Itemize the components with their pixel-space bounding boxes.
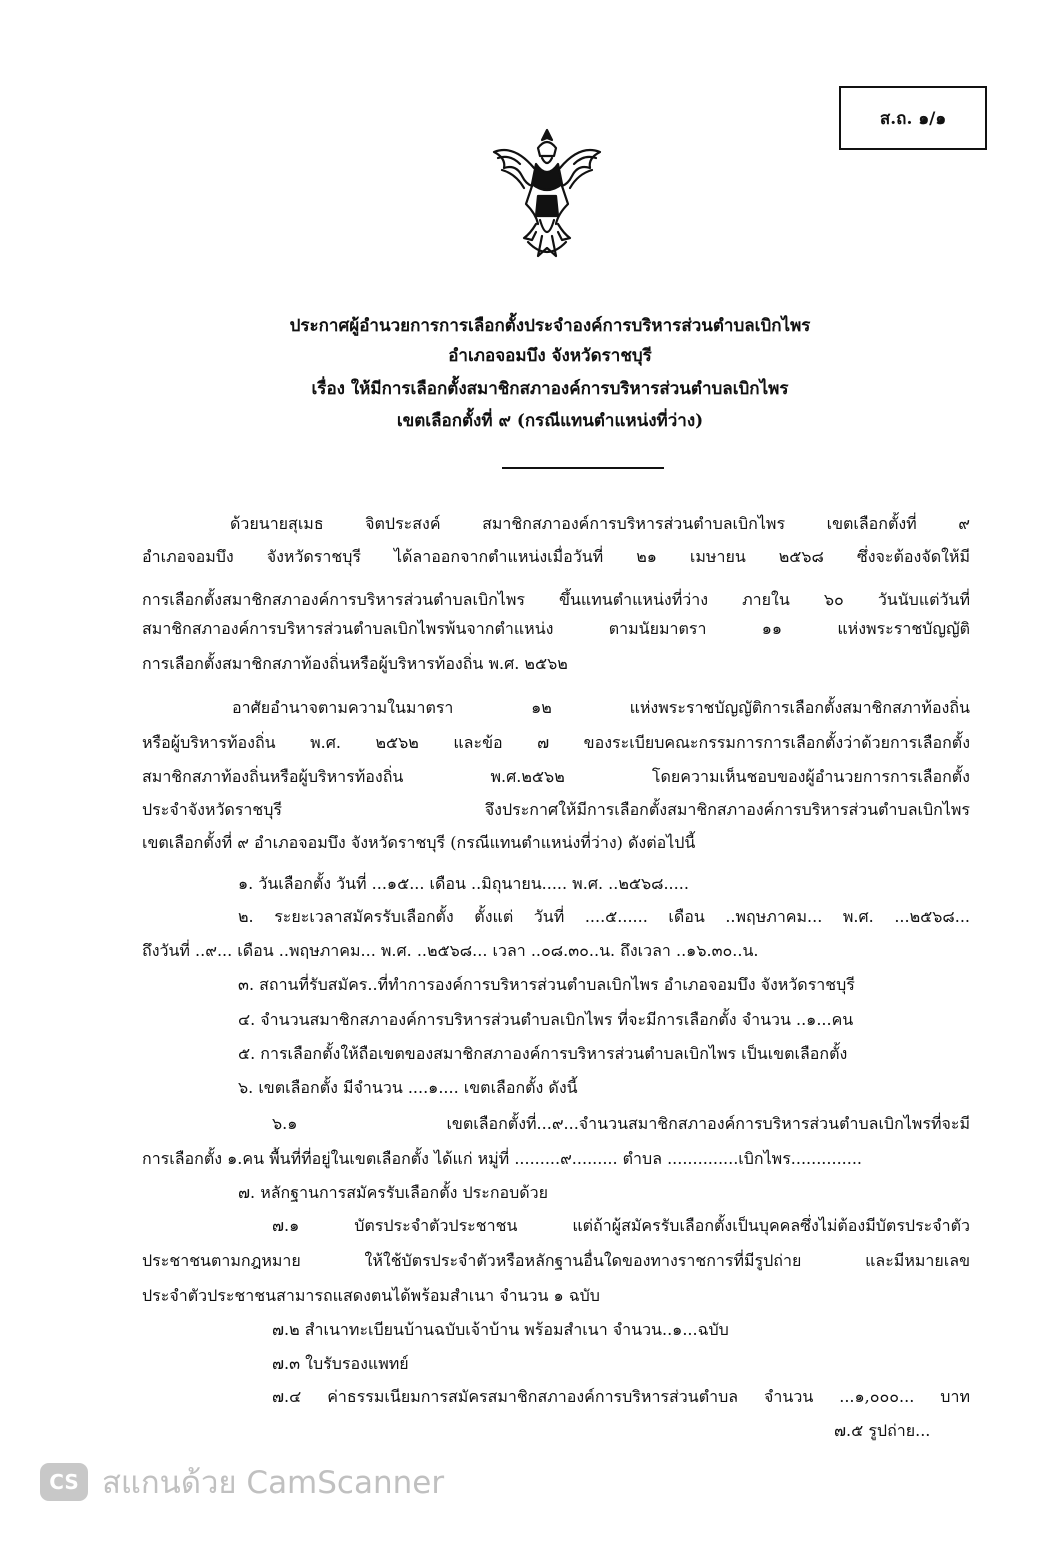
para1-line: การเลือกตั้งสมาชิกสภาองค์การบริหารส่วนตำบลเบิกไพร ขึ้นแทนตำแหน่งที่ว่าง ภายใน ๖๐ วันนับแต่วันที่ bbox=[142, 590, 970, 609]
para2-line: สมาชิกสภาท้องถิ่นหรือผู้บริหารท้องถิ่น พ.ศ.๒๕๖๒ โดยความเห็นชอบของผู้อำนวยการการเลือกตั้ง bbox=[142, 767, 970, 786]
para1-line: สมาชิกสภาองค์การบริหารส่วนตำบลเบิกไพรพ้นจากตำแหน่ง ตามนัยมาตรา ๑๑ แห่งพระราชบัญญัติ bbox=[142, 619, 970, 638]
para2-line: ประจำจังหวัดราชบุรี จึงประกาศให้มีการเลือกตั้งสมาชิกสภาองค์การบริหารส่วนตำบลเบิกไพร bbox=[142, 800, 970, 819]
item-2-registration-period: ๒. ระยะเวลาสมัครรับเลือกตั้ง ตั้งแต่ วันที่ ....๕...... เดือน ..พฤษภาคม... พ.ศ. ...๒๕๖๘... bbox=[238, 907, 970, 926]
item-6-1-district-cont: การเลือกตั้ง ๑.คน พื้นที่ที่อยู่ในเขตเลือกตั้ง ได้แก่ หมู่ที่ .........๙......... ตำบล ..............เบิกไพร.............. bbox=[142, 1149, 862, 1168]
camscanner-watermark bbox=[40, 1458, 444, 1506]
item-7-3-medical-certificate: ๗.๓ ใบรับรองแพทย์ bbox=[272, 1354, 409, 1373]
document-code: ส.ถ. ๑/๑ bbox=[879, 108, 947, 129]
para2-line: หรือผู้บริหารท้องถิ่น พ.ศ. ๒๕๖๒ และข้อ ๗ ของระเบียบคณะกรรมการการเลือกตั้งว่าด้วยการเลือกตั้ง bbox=[142, 733, 970, 752]
title-line-3: เรื่อง ให้มีการเลือกตั้งสมาชิกสภาองค์การบริหารส่วนตำบลเบิกไพร bbox=[311, 379, 789, 399]
para2-line: อาศัยอำนาจตามความในมาตรา ๑๒ แห่งพระราชบัญญัติการเลือกตั้งสมาชิกสภาท้องถิ่น bbox=[232, 698, 970, 717]
item-6-1-district: ๖.๑ เขตเลือกตั้งที่...๙...จำนวนสมาชิกสภาองค์การบริหารส่วนตำบลเบิกไพรที่จะมี bbox=[272, 1114, 970, 1133]
item-7-4-fee: ๗.๔ ค่าธรรมเนียมการสมัครสมาชิกสภาองค์การบริหารส่วนตำบล จำนวน ...๑,๐๐๐... บาท bbox=[272, 1387, 970, 1406]
title-line-4: เขตเลือกตั้งที่ ๙ (กรณีแทนตำแหน่งที่ว่าง) bbox=[396, 411, 704, 431]
item-7-1-id-card-cont: ประจำตัวประชาชนสามารถแสดงตนได้พร้อมสำเนา จำนวน ๑ ฉบับ bbox=[142, 1286, 600, 1305]
title-line-1: ประกาศผู้อำนวยการการเลือกตั้งประจำองค์การบริหารส่วนตำบลเบิกไพร bbox=[289, 316, 811, 336]
para2-line: เขตเลือกตั้งที่ ๙ อำเภอจอมบึง จังหวัดราชบุรี (กรณีแทนตำแหน่งที่ว่าง) ดังต่อไปนี้ bbox=[142, 833, 696, 852]
item-7-1-id-card-cont: ประชาชนตามกฎหมาย ให้ใช้บัตรประจำตัวหรือหลักฐานอื่นใดของทางราชการที่มีรูปถ่าย และมีหมายเลข bbox=[142, 1251, 970, 1270]
item-7-2-house-registration: ๗.๒ สำเนาทะเบียนบ้านฉบับเจ้าบ้าน พร้อมสำเนา จำนวน..๑...ฉบับ bbox=[272, 1320, 729, 1339]
camscanner-logo-icon: CS bbox=[40, 1463, 88, 1501]
item-7-1-id-card: ๗.๑ บัตรประจำตัวประชาชน แต่ถ้าผู้สมัครรับเลือกตั้งเป็นบุคคลซึ่งไม่ต้องมีบัตรประจำตัว bbox=[272, 1216, 970, 1235]
garuda-emblem-icon bbox=[486, 124, 608, 264]
camscanner-text: สแกนด้วย CamScanner bbox=[102, 1465, 445, 1501]
item-7-5-photo: ๗.๕ รูปถ่าย... bbox=[834, 1421, 931, 1440]
item-1-election-date: ๑. วันเลือกตั้ง วันที่ ...๑๕... เดือน ..มิถุนายน..... พ.ศ. ..๒๕๖๘..... bbox=[238, 874, 689, 893]
document-code-box bbox=[839, 86, 987, 150]
para1-line: อำเภอจอมบึง จังหวัดราชบุรี ได้ลาออกจากตำแหน่งเมื่อวันที่ ๒๑ เมษายน ๒๕๖๘ ซึ่งจะต้องจัดให้มี bbox=[142, 547, 970, 566]
title-divider bbox=[502, 467, 664, 469]
para1-line: ด้วยนายสุเมธ จิตประสงค์ สมาชิกสภาองค์การบริหารส่วนตำบลเบิกไพร เขตเลือกตั้งที่ ๙ bbox=[230, 514, 970, 533]
item-2-registration-period-cont: ถึงวันที่ ..๙... เดือน ..พฤษภาคม... พ.ศ. ..๒๕๖๘... เวลา ..๐๘.๓๐..น. ถึงเวลา ..๑๖.๓๐..น. bbox=[142, 941, 759, 960]
title-line-2: อำเภอจอมบึง จังหวัดราชบุรี bbox=[448, 346, 652, 366]
item-5-district-rule: ๕. การเลือกตั้งให้ถือเขตของสมาชิกสภาองค์การบริหารส่วนตำบลเบิกไพร เป็นเขตเลือกตั้ง bbox=[238, 1044, 848, 1063]
item-6-district-count: ๖. เขตเลือกตั้ง มีจำนวน ....๑.... เขตเลือกตั้ง ดังนี้ bbox=[238, 1078, 578, 1097]
item-3-registration-place: ๓. สถานที่รับสมัคร..ที่ทำการองค์การบริหารส่วนตำบลเบิกไพร อำเภอจอมบึง จังหวัดราชบุรี bbox=[238, 975, 855, 994]
item-7-evidence: ๗. หลักฐานการสมัครรับเลือกตั้ง ประกอบด้วย bbox=[238, 1183, 549, 1202]
para1-line: การเลือกตั้งสมาชิกสภาท้องถิ่นหรือผู้บริหารท้องถิ่น พ.ศ. ๒๕๖๒ bbox=[142, 654, 568, 673]
item-4-member-count: ๔. จำนวนสมาชิกสภาองค์การบริหารส่วนตำบลเบิกไพร ที่จะมีการเลือกตั้ง จำนวน ..๑...คน bbox=[238, 1010, 854, 1029]
